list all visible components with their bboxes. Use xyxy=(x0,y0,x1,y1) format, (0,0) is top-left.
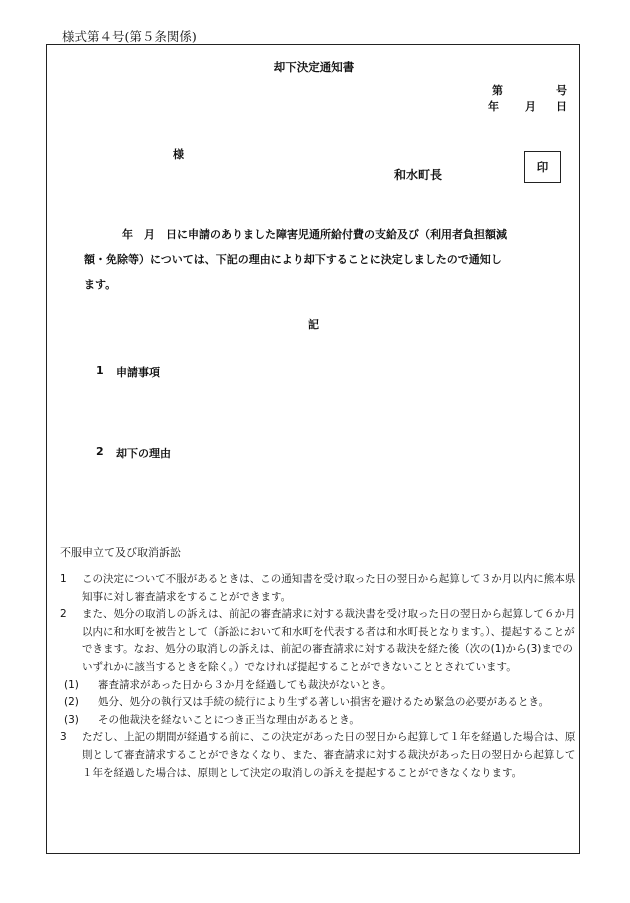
notice-item-num: 3 xyxy=(60,731,67,744)
date-month: 月 xyxy=(525,100,536,113)
ki-heading: 記 xyxy=(308,318,319,331)
notice-item-text: ただし、上記の期間が経過する前に、この決定があった日の翌日から起算して１年を経過した場合は、原則として審査請求することができなくなり、また、審査請求に対する裁決があった日の翌日から起算して１年を経過した場合は、原則として決定の取消しの訴えを提起することができなくなります。 xyxy=(82,731,576,779)
notice-subitem-num: (2) xyxy=(64,696,79,709)
form-number-label: 様式第４号(第５条関係) xyxy=(62,29,197,44)
section1-num: 1 xyxy=(96,364,104,377)
number-dai: 第 xyxy=(492,84,503,97)
section2-label: 却下の理由 xyxy=(116,447,171,460)
notice-item-text: この決定について不服があるときは、この通知書を受け取った日の翌日から起算して３か月以内に熊本県知事に対し審査請求をすることができます。 xyxy=(82,573,576,603)
notice-item-num: 2 xyxy=(60,608,67,621)
body-line-2: 額・免除等）については、下記の理由により却下することに決定しましたので通知し xyxy=(84,253,502,266)
section2-num: 2 xyxy=(96,445,104,458)
date-year: 年 xyxy=(488,100,499,113)
notice-subitem xyxy=(60,712,576,730)
notice-subitem-text: 処分、処分の執行又は手続の続行により生ずる著しい損害を避けるため緊急の必要があるとき。 xyxy=(98,696,550,709)
notice-list xyxy=(60,571,576,782)
seal-box: 印 xyxy=(524,151,561,183)
notice-heading: 不服申立て及び取消訴訟 xyxy=(60,546,181,559)
notice-item-text: また、処分の取消しの訴えは、前記の審査請求に対する裁決書を受け取った日の翌日から起算して６か月以内に和水町を被告として（訴訟において和水町を代表する者は和水町長となります。）、提起することができます。なお、処分の取消しの訴えは、前記の審査請求に対する裁決を経た後（次の(1)から(3)までのいずれかに該当するときを除く。）でなければ提起することができないこととされています。 xyxy=(82,608,576,673)
notice-subitem-text: 審査請求があった日から３か月を経過しても裁決がないとき。 xyxy=(98,678,392,691)
date-day: 日 xyxy=(556,100,567,113)
notice-subitem-num: (3) xyxy=(64,713,79,726)
issuer-name: 和水町長 xyxy=(394,168,443,182)
addressee-suffix: 様 xyxy=(173,148,184,161)
notice-subitem-text: その他裁決を経ないことにつき正当な理由があるとき。 xyxy=(98,713,360,726)
notice-item xyxy=(60,729,576,782)
notice-subitem-num: (1) xyxy=(64,678,79,691)
notice-item xyxy=(60,606,576,676)
notice-subitem xyxy=(60,677,576,695)
document-title: 却下決定通知書 xyxy=(273,60,355,74)
body-line-3: ます。 xyxy=(84,278,117,291)
notice-frame xyxy=(46,44,580,854)
section1-label: 申請事項 xyxy=(116,366,160,379)
body-line-1: 年 月 日に申請のありました障害児通所給付費の支給及び（利用者負担額減 xyxy=(122,228,507,241)
notice-item-num: 1 xyxy=(60,573,67,585)
notice-subitem xyxy=(60,694,576,712)
notice-item xyxy=(60,571,576,606)
number-go: 号 xyxy=(556,84,567,97)
